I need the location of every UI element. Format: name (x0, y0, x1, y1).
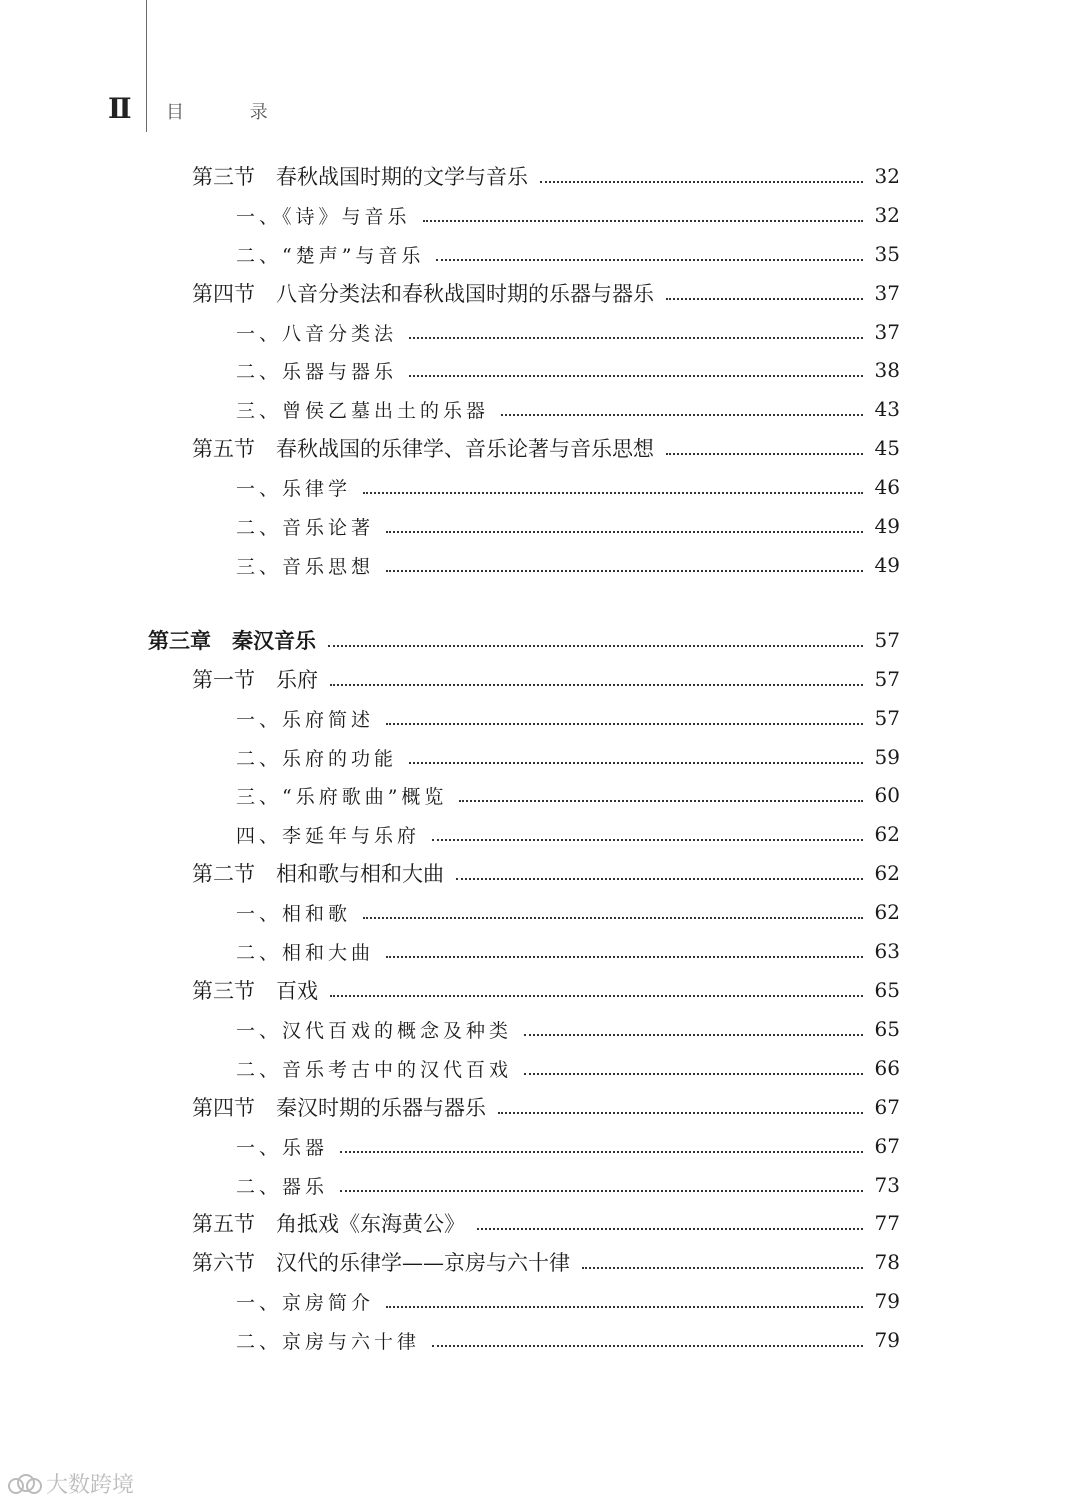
dot-leader (363, 492, 863, 494)
toc-entry-page: 37 (874, 320, 900, 344)
toc-subsection-entry[interactable] (236, 1054, 900, 1082)
toc-entry-title: 一、相和歌 (236, 902, 352, 925)
toc-entry-title: 第五节 春秋战国的乐律学、音乐论著与音乐思想 (192, 437, 654, 461)
dot-leader (436, 259, 862, 261)
running-head: 目 录 (166, 102, 298, 123)
toc-entry-title: 二、京房与六十律 (236, 1330, 421, 1353)
toc-entry-page: 78 (874, 1250, 900, 1274)
toc-subsection-entry[interactable] (236, 1326, 900, 1354)
toc-entry-title: 二、相和大曲 (236, 941, 375, 964)
toc-subsection-entry[interactable] (236, 1015, 900, 1043)
toc-entry-title: 第一节 乐府 (192, 668, 318, 692)
dot-leader (328, 645, 863, 647)
toc-section-entry[interactable] (192, 279, 900, 307)
toc-entry-page: 62 (874, 900, 900, 924)
header-divider-rule (146, 0, 147, 132)
toc-entry-title: 第三节 春秋战国时期的文学与音乐 (192, 165, 528, 189)
toc-subsection-entry[interactable] (236, 318, 900, 346)
toc-entry-page: 49 (874, 553, 900, 577)
toc-entry-title: 第二节 相和歌与相和大曲 (192, 862, 444, 886)
dot-leader (666, 453, 863, 455)
dot-leader (386, 570, 863, 572)
dot-leader (582, 1267, 863, 1269)
toc-subsection-entry[interactable] (236, 512, 900, 540)
dot-leader (540, 181, 863, 183)
toc-subsection-entry[interactable] (236, 1171, 900, 1199)
toc-subsection-entry[interactable] (236, 356, 900, 384)
toc-entry-page: 35 (874, 242, 900, 266)
toc-entry-title: 二、“楚声”与音乐 (236, 244, 425, 267)
dot-leader (363, 917, 863, 919)
toc-entry-title: 第六节 汉代的乐律学——京房与六十律 (192, 1251, 570, 1275)
toc-entry-page: 60 (874, 783, 900, 807)
toc-entry-page: 37 (874, 281, 900, 305)
toc-subsection-entry[interactable] (236, 704, 900, 732)
toc-subsection-entry[interactable] (236, 898, 900, 926)
toc-subsection-entry[interactable] (236, 201, 900, 229)
toc-entry-page: 57 (874, 706, 900, 730)
toc-entry-title: 二、乐器与器乐 (236, 360, 398, 383)
dot-leader (456, 878, 863, 880)
dot-leader (409, 375, 863, 377)
toc-entry-title: 一、乐器 (236, 1136, 329, 1159)
toc-entry-page: 65 (874, 978, 900, 1002)
toc-entry-page: 32 (874, 203, 900, 227)
toc-entry-title: 三、音乐思想 (236, 555, 375, 578)
toc-entry-title: 一、汉代百戏的概念及种类 (236, 1019, 513, 1042)
toc-section-entry[interactable] (192, 859, 900, 887)
cloud-logo-icon (8, 1472, 40, 1496)
toc-entry-title: 第三节 百戏 (192, 979, 318, 1003)
toc-entry-page: 66 (874, 1056, 900, 1080)
dot-leader (386, 956, 863, 958)
dot-leader (409, 337, 863, 339)
toc-entry-page: 77 (874, 1211, 900, 1235)
toc-entry-page: 57 (874, 628, 900, 652)
watermark-text: 大数跨境 (46, 1473, 135, 1498)
dot-leader (498, 1112, 863, 1114)
toc-entry-page: 46 (874, 475, 900, 499)
dot-leader (386, 1306, 863, 1308)
toc-section-entry[interactable] (192, 1093, 900, 1121)
dot-leader (459, 800, 862, 802)
toc-entry-page: 67 (874, 1134, 900, 1158)
toc-entry-page: 38 (874, 358, 900, 382)
toc-subsection-entry[interactable] (236, 240, 900, 268)
toc-chapter-entry[interactable] (148, 626, 900, 654)
toc-subsection-entry[interactable] (236, 743, 900, 771)
toc-entry-title: 一、八音分类法 (236, 322, 398, 345)
page-number: Ⅱ (108, 92, 130, 125)
toc-section-entry[interactable] (192, 162, 900, 190)
dot-leader (666, 298, 863, 300)
toc-section-entry[interactable] (192, 1209, 900, 1237)
dot-leader (330, 684, 863, 686)
toc-subsection-entry[interactable] (236, 820, 900, 848)
toc-entry-title: 二、器乐 (236, 1175, 329, 1198)
toc-entry-title: 三、曾侯乙墓出土的乐器 (236, 399, 490, 422)
toc-entry-title: 二、乐府的功能 (236, 747, 398, 770)
toc-section-entry[interactable] (192, 1248, 900, 1276)
toc-subsection-entry[interactable] (236, 937, 900, 965)
toc-entry-title: 第三章 秦汉音乐 (148, 628, 316, 653)
toc-entry-page: 49 (874, 514, 900, 538)
dot-leader (386, 531, 863, 533)
dot-leader (524, 1034, 863, 1036)
dot-leader (432, 839, 863, 841)
toc-entry-title: 第四节 秦汉时期的乐器与器乐 (192, 1096, 486, 1120)
toc-subsection-entry[interactable] (236, 395, 900, 423)
toc-entry-title: 第四节 八音分类法和春秋战国时期的乐器与器乐 (192, 282, 654, 306)
toc-entry-title: 四、李延年与乐府 (236, 824, 421, 847)
toc-entry-page: 45 (874, 436, 900, 460)
toc-subsection-entry[interactable] (236, 473, 900, 501)
toc-entry-title: 一、京房简介 (236, 1291, 375, 1314)
toc-entry-page: 73 (874, 1173, 900, 1197)
toc-entry-title: 第五节 角抵戏《东海黄公》 (192, 1212, 465, 1236)
dot-leader (524, 1073, 863, 1075)
toc-entry-page: 62 (874, 822, 900, 846)
toc-entry-page: 67 (874, 1095, 900, 1119)
toc-entry-page: 57 (874, 667, 900, 691)
toc-entry-page: 79 (874, 1328, 900, 1352)
toc-entry-title: 一、《诗》与音乐 (236, 205, 411, 228)
dot-leader (330, 995, 863, 997)
dot-leader (432, 1345, 863, 1347)
toc-subsection-entry[interactable] (236, 551, 900, 579)
toc-section-entry[interactable] (192, 976, 900, 1004)
dot-leader (501, 414, 863, 416)
dot-leader (409, 762, 863, 764)
toc-subsection-entry[interactable] (236, 1132, 900, 1160)
watermark (8, 1468, 134, 1499)
toc-entry-title: 一、乐府简述 (236, 708, 375, 731)
toc-entry-page: 62 (874, 861, 900, 885)
toc-entry-title: 二、音乐论著 (236, 516, 375, 539)
toc-entry-page: 65 (874, 1017, 900, 1041)
dot-leader (423, 220, 863, 222)
dot-leader (340, 1151, 863, 1153)
toc-entry-title: 二、音乐考古中的汉代百戏 (236, 1058, 513, 1081)
toc-entry-page: 43 (874, 397, 900, 421)
toc-entry-page: 63 (874, 939, 900, 963)
toc-section-entry[interactable] (192, 665, 900, 693)
dot-leader (340, 1190, 863, 1192)
toc-entry-title: 一、乐律学 (236, 477, 352, 500)
toc-entry-page: 32 (874, 164, 900, 188)
toc-subsection-entry[interactable] (236, 1287, 900, 1315)
toc-subsection-entry[interactable] (236, 781, 900, 809)
toc-entry-page: 59 (874, 745, 900, 769)
toc-section-entry[interactable] (192, 434, 900, 462)
toc-entry-page: 79 (874, 1289, 900, 1313)
dot-leader (477, 1228, 863, 1230)
toc-entry-title: 三、“乐府歌曲”概览 (236, 785, 448, 808)
dot-leader (386, 723, 863, 725)
